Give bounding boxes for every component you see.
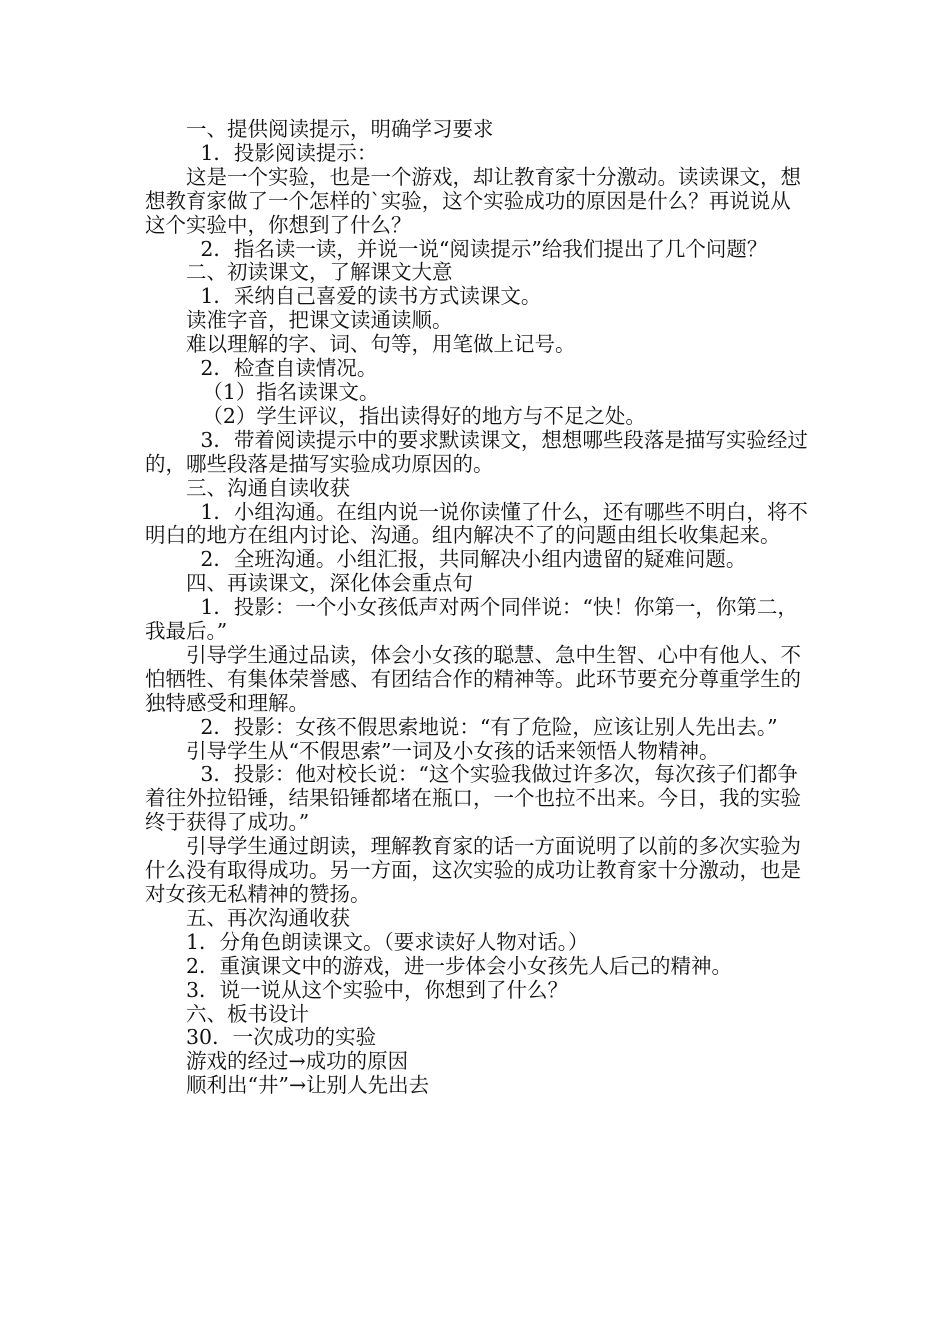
list-item: 2．重演课文中的游戏，进一步体会小女孩先人后己的精神。	[186, 953, 733, 978]
document-body	[145, 118, 810, 1098]
list-item: 1．投影：一个小女孩低声对两个同伴说：“快！你第一，你第二，我最后。”	[145, 595, 798, 644]
section-heading: 四、再读课文，深化体会重点句	[186, 571, 473, 596]
list-item: 2．投影：女孩不假思索地说：“有了危险，应该让别人先出去。”	[200, 714, 778, 739]
body-paragraph: 引导学生通过品读，体会小女孩的聪慧、急中生智、心中有他人、不怕牺牲、有集体荣誉感、有团结合作的精神等。此环节要充分尊重学生的独特感受和理解。	[145, 642, 801, 715]
body-paragraph: 引导学生通过朗读，理解教育家的话一方面说明了以前的多次实验为什么没有取得成功。另一方面，这次实验的成功让教育家十分激动，也是对女孩无私精神的赞扬。	[145, 834, 801, 906]
body-paragraph: 难以理解的字、词、句等，用笔做上记号。	[186, 332, 576, 357]
list-item: 1．分角色朗读课文。（要求读好人物对话。）	[186, 929, 589, 954]
section-heading: 六、板书设计	[186, 1001, 309, 1026]
list-item: （1）指名读课文。	[202, 379, 380, 404]
list-item: 3．投影：他对校长说：“这个实验我做过许多次，每次孩子们都争着往外拉铅锤，结果铅锤都堵在瓶口，一个也拉不出来。今日，我的实验终于获得了成功。”	[145, 762, 801, 835]
body-paragraph: 这是一个实验，也是一个游戏，却让教育家十分激动。读读课文，想想教育家做了一个怎样的`实验，这个实验成功的原因是什么？再说说从这个实验中，你想到了什么？	[145, 164, 801, 237]
list-item: 1．采纳自己喜爱的读书方式读课文。	[200, 284, 542, 309]
body-paragraph: 读准字音，把课文读通读顺。	[186, 308, 453, 333]
board-line: 游戏的经过→成功的原因	[186, 1049, 409, 1074]
section-heading: 五、再次沟通收获	[186, 905, 350, 930]
list-item: 2．指名读一读，并说一说“阅读提示”给我们提出了几个问题？	[200, 236, 768, 261]
list-item: 2．全班沟通。小组汇报，共同解决小组内遗留的疑难问题。	[200, 547, 747, 572]
list-item: 1．小组沟通。在组内说一说你读懂了什么，还有哪些不明白，将不明白的地方在组内讨论、沟通。组内解决不了的问题由组长收集起来。	[145, 499, 808, 548]
list-item: 3．带着阅读提示中的要求默读课文，想想哪些段落是描写实验经过的，哪些段落是描写实验成功原因的。	[145, 427, 808, 476]
section-heading: 二、初读课文，了解课文大意	[186, 260, 453, 285]
list-item: 2．检查自读情况。	[200, 356, 378, 381]
section-heading: 一、提供阅读提示，明确学习要求	[186, 117, 494, 141]
list-item: （2）学生评议，指出读得好的地方与不足之处。	[202, 403, 646, 428]
list-item: 1．投影阅读提示：	[200, 140, 378, 165]
board-title: 30．一次成功的实验	[186, 1025, 377, 1050]
body-paragraph: 引导学生从“不假思索”一词及小女孩的话来领悟人物精神。	[186, 738, 720, 763]
section-heading: 三、沟通自读收获	[186, 475, 350, 500]
list-item: 3．说一说从这个实验中，你想到了什么？	[186, 977, 569, 1002]
board-line: 顺利出“井”→让别人先出去	[186, 1073, 430, 1098]
